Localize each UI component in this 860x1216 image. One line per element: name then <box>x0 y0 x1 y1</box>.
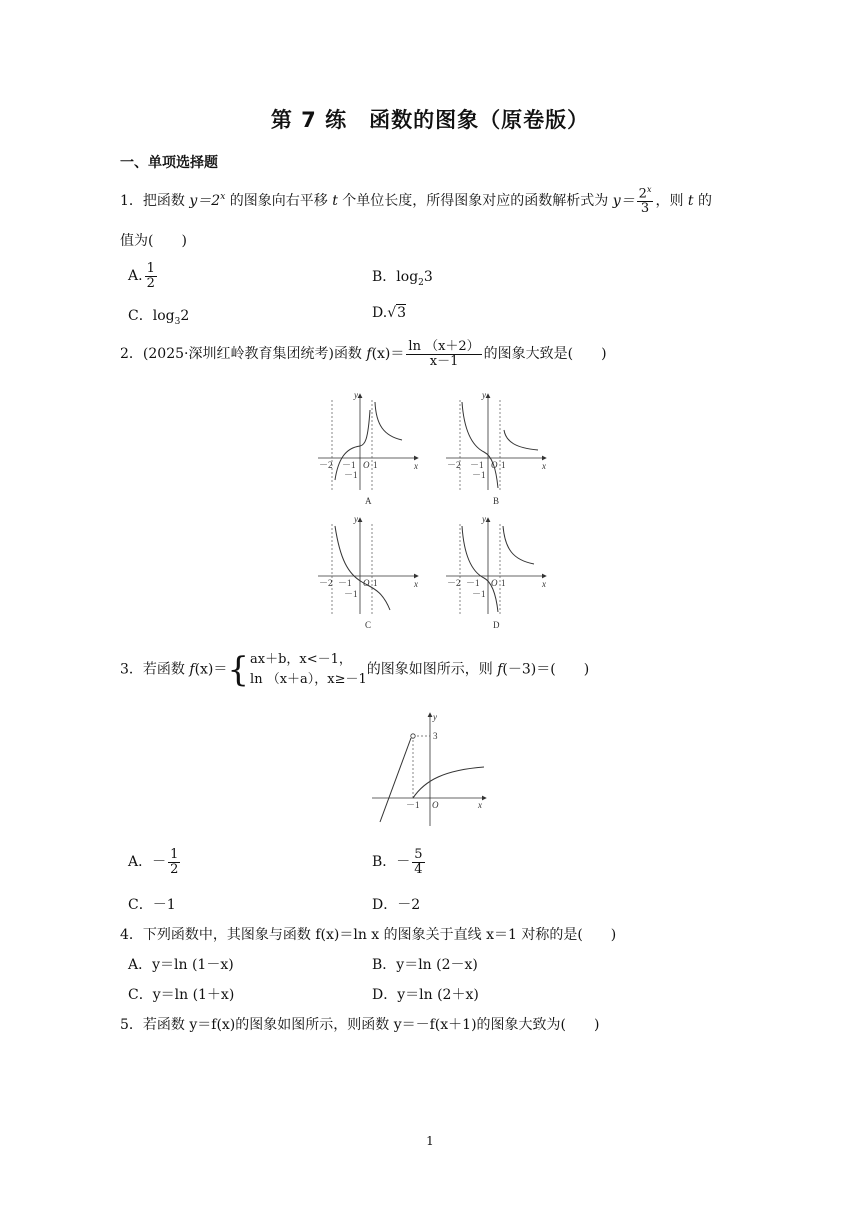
q4-option-d[interactable]: D．y＝ln (2＋x) <box>372 987 479 1003</box>
svg-text:y: y <box>354 390 358 400</box>
question-3: 3．若函数 f(x)＝{ ax＋b，x<－1， ln （x＋a），x≥－1 的图象如图所示，则 f(－3)＝( ) <box>120 649 590 690</box>
q3-graph[interactable] <box>370 710 490 828</box>
svg-text:O: O <box>432 800 439 810</box>
graph-label-b: B <box>493 496 500 506</box>
svg-text:1: 1 <box>373 460 378 470</box>
q2-graph-b[interactable] <box>446 390 546 506</box>
section-heading: 一、单项选择题 <box>120 155 218 171</box>
question-4: 4．下列函数中，其图象与函数 f(x)＝ln x 的图象关于直线 x＝1 对称的是( ) <box>120 927 617 943</box>
svg-text:－1: －1 <box>406 800 420 810</box>
svg-text:y: y <box>482 514 486 524</box>
q2-graph-d[interactable] <box>446 514 546 630</box>
svg-text:1: 1 <box>373 578 378 588</box>
svg-text:－2: －2 <box>319 578 333 588</box>
q3-option-c[interactable]: C．－1 <box>128 897 176 913</box>
svg-text:x: x <box>542 461 546 471</box>
svg-text:x: x <box>478 800 482 810</box>
question-1-line2: 值为( ) <box>120 233 187 249</box>
svg-text:1: 1 <box>501 578 506 588</box>
q1-option-a[interactable]: A. $\frac{1}{2}$ <box>128 261 155 291</box>
svg-text:－1: －1 <box>338 578 352 588</box>
svg-text:1: 1 <box>501 460 506 470</box>
svg-text:x: x <box>542 579 546 589</box>
q1-option-c[interactable]: C．$\log_32$ <box>128 308 190 327</box>
q2-graphs-figure <box>310 390 560 640</box>
svg-text:y: y <box>482 390 486 400</box>
svg-text:－1: －1 <box>466 578 480 588</box>
svg-text:O: O <box>491 460 498 470</box>
question-5: 5．若函数 y＝f(x)的图象如图所示，则函数 y＝－f(x＋1)的图象大致为( ) <box>120 1017 600 1033</box>
svg-text:－1: －1 <box>344 470 358 480</box>
q3-option-b[interactable]: B．－ $\frac{5}{4}$ <box>372 847 423 877</box>
q1-option-b[interactable]: B．$\log_23$ <box>372 269 433 288</box>
svg-text:－2: －2 <box>447 460 461 470</box>
svg-text:O: O <box>491 578 498 588</box>
svg-text:x: x <box>414 579 418 589</box>
q4-option-b[interactable]: B．y＝ln (2－x) <box>372 957 478 973</box>
graph-label-a: A <box>365 496 372 506</box>
svg-text:－1: －1 <box>472 470 486 480</box>
graph-label-d: D <box>493 620 500 630</box>
svg-text:3: 3 <box>433 731 438 741</box>
svg-text:y: y <box>354 514 358 524</box>
svg-text:－1: －1 <box>344 589 358 599</box>
q2-graph-c[interactable] <box>318 514 418 630</box>
graph-label-c: C <box>365 620 372 630</box>
q3-option-a[interactable]: A．－ $\frac{1}{2}$ <box>128 847 179 877</box>
svg-text:y: y <box>433 712 437 722</box>
q2-graph-a[interactable] <box>318 390 418 506</box>
q4-option-c[interactable]: C．y＝ln (1＋x) <box>128 987 235 1003</box>
svg-text:－1: －1 <box>470 460 484 470</box>
question-1: 1．把函数 $y=2^x$ 的图象向右平移 t 个单位长度，所得图象对应的函数解析式为 y＝ $\frac{2^x}{3}$ ，则 t 的 <box>120 185 712 216</box>
q1-option-d[interactable]: D.√3 <box>372 305 407 321</box>
svg-text:－1: －1 <box>472 589 486 599</box>
svg-text:O: O <box>363 460 370 470</box>
q3-option-d[interactable]: D．－2 <box>372 897 421 913</box>
svg-text:O: O <box>363 578 370 588</box>
question-2: 2．(2025·深圳红岭教育集团统考)函数 f(x)＝ $\frac{\ln (x+2)}{x-1}$ 的图象大致是( ) <box>120 339 607 369</box>
svg-text:－1: －1 <box>342 460 356 470</box>
page-number: 1 <box>426 1134 434 1148</box>
svg-text:x: x <box>414 461 418 471</box>
svg-text:－2: －2 <box>319 460 333 470</box>
q4-option-a[interactable]: A．y＝ln (1－x) <box>128 957 234 973</box>
svg-text:－2: －2 <box>447 578 461 588</box>
page-title: 第 7 练 函数的图象（原卷版） <box>270 108 590 132</box>
